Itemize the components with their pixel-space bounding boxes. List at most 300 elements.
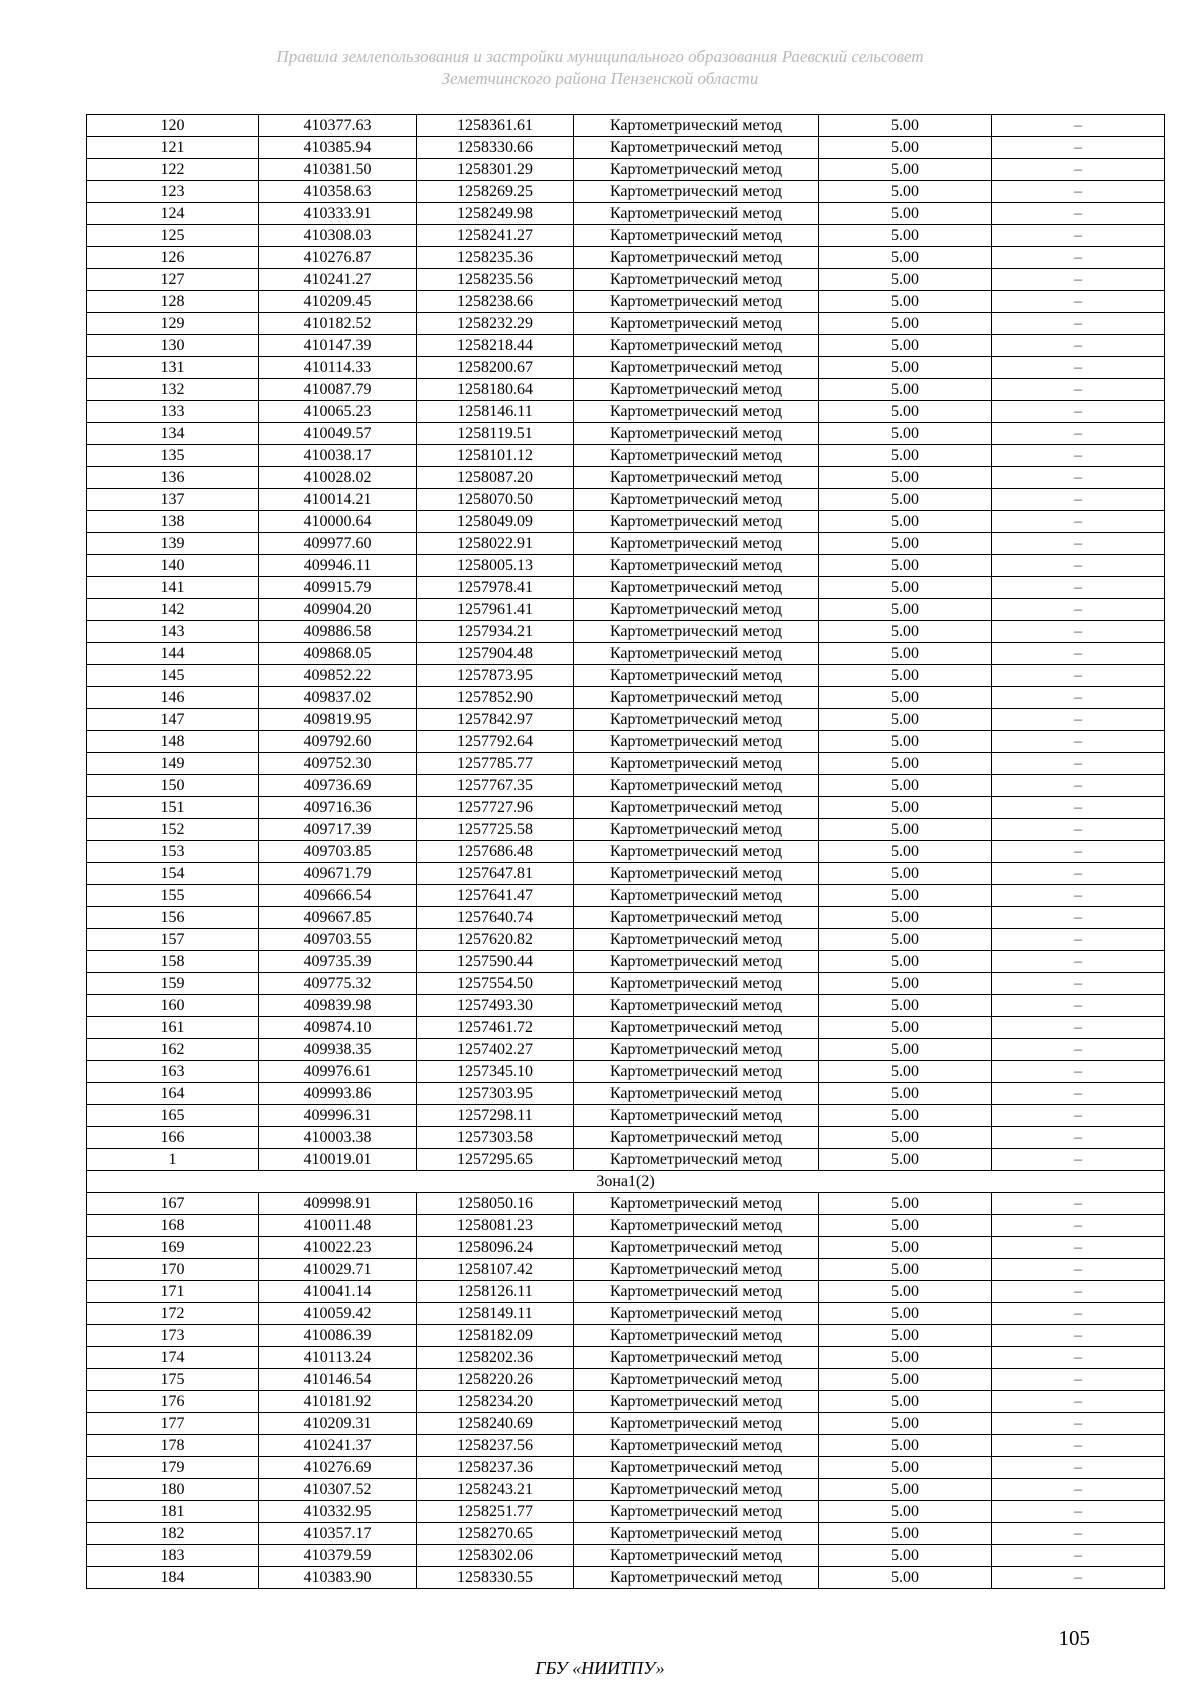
table-cell: 1258232.29 [417,313,574,335]
table-cell: Картометрический метод [574,1281,819,1303]
table-cell: – [992,291,1165,313]
table-cell: 5.00 [819,555,992,577]
table-cell: 5.00 [819,753,992,775]
table-row [87,115,1165,137]
table-cell: Картометрический метод [574,1347,819,1369]
table-cell: 5.00 [819,335,992,357]
table-cell: Картометрический метод [574,995,819,1017]
table-cell: 1258126.11 [417,1281,574,1303]
table-cell: 410381.50 [259,159,417,181]
table-cell: 173 [87,1325,259,1347]
table-cell: 5.00 [819,885,992,907]
table-row [87,621,1165,643]
table-cell: – [992,203,1165,225]
table-cell: – [992,687,1165,709]
table-cell: Картометрический метод [574,753,819,775]
table-cell: 409735.39 [259,951,417,973]
page-number: 105 [1058,1626,1090,1650]
table-cell: 410241.27 [259,269,417,291]
table-row [87,577,1165,599]
table-cell: 5.00 [819,423,992,445]
table-cell: 170 [87,1259,259,1281]
table-cell: 409852.22 [259,665,417,687]
table-cell: – [992,159,1165,181]
table-cell: 164 [87,1083,259,1105]
table-cell: 5.00 [819,1127,992,1149]
table-cell: 1258200.67 [417,357,574,379]
table-cell: 5.00 [819,1105,992,1127]
table-cell: 1258146.11 [417,401,574,423]
table-cell: Картометрический метод [574,1215,819,1237]
table-cell: 171 [87,1281,259,1303]
table-cell: 1258119.51 [417,423,574,445]
table-cell: Картометрический метод [574,1303,819,1325]
table-cell: 1257620.82 [417,929,574,951]
table-cell: Картометрический метод [574,1325,819,1347]
table-row [87,841,1165,863]
table-cell: Картометрический метод [574,489,819,511]
table-cell: – [992,1347,1165,1369]
table-cell: 1257345.10 [417,1061,574,1083]
table-cell: 409671.79 [259,863,417,885]
table-row [87,467,1165,489]
table-row [87,885,1165,907]
table-cell: 5.00 [819,1193,992,1215]
table-cell: 409998.91 [259,1193,417,1215]
table-cell: 409938.35 [259,1039,417,1061]
table-cell: 1258235.36 [417,247,574,269]
table-cell: 175 [87,1369,259,1391]
table-cell: 5.00 [819,115,992,137]
table-cell: – [992,1567,1165,1589]
table-cell: 1257590.44 [417,951,574,973]
table-cell: 128 [87,291,259,313]
table-row [87,1479,1165,1501]
table-cell: 138 [87,511,259,533]
table-cell: Картометрический метод [574,1391,819,1413]
table-cell: – [992,841,1165,863]
table-cell: 410332.95 [259,1501,417,1523]
table-cell: 182 [87,1523,259,1545]
table-cell: 410181.92 [259,1391,417,1413]
table-cell: Картометрический метод [574,1501,819,1523]
table-cell: Картометрический метод [574,1237,819,1259]
table-row [87,951,1165,973]
table-cell: 5.00 [819,1017,992,1039]
table-cell: 410358.63 [259,181,417,203]
table-cell: 5.00 [819,577,992,599]
table-cell: 1258107.42 [417,1259,574,1281]
table-row [87,1149,1165,1171]
table-cell: Картометрический метод [574,1523,819,1545]
table-cell: 145 [87,665,259,687]
table-cell: – [992,885,1165,907]
table-cell: Картометрический метод [574,159,819,181]
table-cell: 133 [87,401,259,423]
table-cell: Картометрический метод [574,1369,819,1391]
table-cell: Картометрический метод [574,115,819,137]
table-cell: – [992,1479,1165,1501]
table-cell: 174 [87,1347,259,1369]
table-cell: – [992,335,1165,357]
table-cell: 1258049.09 [417,511,574,533]
table-cell: – [992,1501,1165,1523]
table-cell: – [992,1523,1165,1545]
table-cell: 409716.36 [259,797,417,819]
table-cell: 131 [87,357,259,379]
table-row [87,1237,1165,1259]
table-cell: 1258251.77 [417,1501,574,1523]
table-cell: – [992,951,1165,973]
table-cell: – [992,973,1165,995]
table-cell: 5.00 [819,1457,992,1479]
table-cell: 5.00 [819,225,992,247]
table-cell: Картометрический метод [574,1017,819,1039]
table-cell: 1257978.41 [417,577,574,599]
page-header [0,46,1200,90]
table-cell: Картометрический метод [574,775,819,797]
table-row [87,929,1165,951]
table-cell: 1258237.56 [417,1435,574,1457]
table-cell: – [992,1303,1165,1325]
table-cell: – [992,1413,1165,1435]
table-cell: 410377.63 [259,115,417,137]
header-line-1: Правила землепользования и застройки муниципального образования Раевский сельсовет [276,47,924,66]
table-cell: 410307.52 [259,1479,417,1501]
table-cell: 5.00 [819,951,992,973]
table-row [87,1369,1165,1391]
table-cell: 5.00 [819,1215,992,1237]
table-row [87,1347,1165,1369]
table-cell: Картометрический метод [574,247,819,269]
table-cell: 410011.48 [259,1215,417,1237]
table-cell: Картометрический метод [574,357,819,379]
table-cell: 180 [87,1479,259,1501]
table-cell: 5.00 [819,1435,992,1457]
table-cell: 1257640.74 [417,907,574,929]
table-cell: 1258087.20 [417,467,574,489]
table-cell: 172 [87,1303,259,1325]
table-cell: 5.00 [819,1303,992,1325]
table-cell: 410065.23 [259,401,417,423]
table-row [87,1435,1165,1457]
table-cell: Картометрический метод [574,1105,819,1127]
table-cell: 410209.31 [259,1413,417,1435]
table-cell: – [992,577,1165,599]
table-row [87,533,1165,555]
table-cell: 410003.38 [259,1127,417,1149]
table-cell: 122 [87,159,259,181]
table-cell: 5.00 [819,929,992,951]
table-cell: 1257641.47 [417,885,574,907]
table-cell: 5.00 [819,665,992,687]
table-cell: 409915.79 [259,577,417,599]
table-cell: 1257904.48 [417,643,574,665]
table-cell: 5.00 [819,687,992,709]
table-cell: 167 [87,1193,259,1215]
table-cell: 152 [87,819,259,841]
table-cell: 409837.02 [259,687,417,709]
table-cell: – [992,709,1165,731]
table-cell: – [992,489,1165,511]
table-cell: – [992,423,1165,445]
table-cell: 1258269.25 [417,181,574,203]
table-cell: – [992,1193,1165,1215]
table-cell: 1257303.95 [417,1083,574,1105]
table-cell: 151 [87,797,259,819]
table-cell: 410308.03 [259,225,417,247]
table-cell: 1258182.09 [417,1325,574,1347]
table-cell: – [992,1391,1165,1413]
table-cell: 125 [87,225,259,247]
table-row [87,489,1165,511]
table-cell: 410276.87 [259,247,417,269]
table-row [87,1193,1165,1215]
table-cell: Картометрический метод [574,709,819,731]
table-cell: 1257725.58 [417,819,574,841]
table-cell: 5.00 [819,995,992,1017]
table-cell: 410114.33 [259,357,417,379]
table-cell: 157 [87,929,259,951]
table-cell: 1258330.55 [417,1567,574,1589]
table-cell: Картометрический метод [574,335,819,357]
table-row [87,423,1165,445]
table-cell: Картометрический метод [574,863,819,885]
table-row [87,1215,1165,1237]
table-cell: 410019.01 [259,1149,417,1171]
table-cell: – [992,995,1165,1017]
table-cell: 1258270.65 [417,1523,574,1545]
table-cell: 1258241.27 [417,225,574,247]
table-cell: Картометрический метод [574,1259,819,1281]
table-cell: 5.00 [819,247,992,269]
table-cell: 150 [87,775,259,797]
table-cell: 409996.31 [259,1105,417,1127]
table-cell: 5.00 [819,841,992,863]
table-cell: 5.00 [819,467,992,489]
table-cell: 1258237.36 [417,1457,574,1479]
table-cell: 5.00 [819,797,992,819]
table-cell: 1 [87,1149,259,1171]
table-cell: 5.00 [819,1149,992,1171]
table-cell: 1257686.48 [417,841,574,863]
table-row [87,1127,1165,1149]
table-cell: Картометрический метод [574,951,819,973]
table-cell: – [992,247,1165,269]
table-cell: 161 [87,1017,259,1039]
table-cell: 410028.02 [259,467,417,489]
table-cell: 5.00 [819,1039,992,1061]
table-row [87,1083,1165,1105]
table-cell: Картометрический метод [574,665,819,687]
table-cell: Картометрический метод [574,687,819,709]
table-cell: 1258234.20 [417,1391,574,1413]
table-cell: – [992,445,1165,467]
table-row [87,247,1165,269]
table-row [87,1061,1165,1083]
table-cell: – [992,1017,1165,1039]
table-cell: 5.00 [819,643,992,665]
table-cell: 5.00 [819,1281,992,1303]
table-cell: 5.00 [819,1545,992,1567]
table-cell: 5.00 [819,511,992,533]
table-cell: 127 [87,269,259,291]
table-cell: Картометрический метод [574,1413,819,1435]
table-cell: Картометрический метод [574,1149,819,1171]
table-cell: 5.00 [819,863,992,885]
table-cell: – [992,1325,1165,1347]
table-cell: – [992,1083,1165,1105]
table-cell: – [992,599,1165,621]
table-cell: 1258101.12 [417,445,574,467]
table-cell: 163 [87,1061,259,1083]
table-cell: – [992,401,1165,423]
table-cell: 129 [87,313,259,335]
table-cell: 5.00 [819,489,992,511]
table-cell: 5.00 [819,1237,992,1259]
table-cell: 410209.45 [259,291,417,313]
table-cell: 166 [87,1127,259,1149]
table-cell: – [992,907,1165,929]
table-cell: 1258218.44 [417,335,574,357]
table-cell: 1257785.77 [417,753,574,775]
table-cell: – [992,511,1165,533]
table-cell: – [992,313,1165,335]
table-cell: 5.00 [819,269,992,291]
table-cell: Картометрический метод [574,599,819,621]
table-cell: 156 [87,907,259,929]
table-row [87,445,1165,467]
table-row [87,401,1165,423]
table-cell: Картометрический метод [574,379,819,401]
table-cell: 1258050.16 [417,1193,574,1215]
table-cell: 5.00 [819,1413,992,1435]
table-cell: – [992,863,1165,885]
table-cell: – [992,1259,1165,1281]
table-cell: 410241.37 [259,1435,417,1457]
table-cell: Картометрический метод [574,445,819,467]
table-cell: 154 [87,863,259,885]
table-cell: 120 [87,115,259,137]
table-cell: – [992,181,1165,203]
table-cell: – [992,665,1165,687]
table-cell: 410383.90 [259,1567,417,1589]
table-cell: 410146.54 [259,1369,417,1391]
table-cell: 1258361.61 [417,115,574,137]
table-cell: 409839.98 [259,995,417,1017]
table-row [87,973,1165,995]
table-cell: 160 [87,995,259,1017]
table-cell: Картометрический метод [574,291,819,313]
table-cell: 1257402.27 [417,1039,574,1061]
table-row [87,1325,1165,1347]
table-cell: Картометрический метод [574,577,819,599]
table-cell: 1257303.58 [417,1127,574,1149]
table-cell: 410029.71 [259,1259,417,1281]
table-cell: 410014.21 [259,489,417,511]
table-cell: Картометрический метод [574,1193,819,1215]
table-cell: 410182.52 [259,313,417,335]
table-cell: 1258202.36 [417,1347,574,1369]
table-cell: 409752.30 [259,753,417,775]
table-cell: 409819.95 [259,709,417,731]
table-row [87,1259,1165,1281]
table-cell: 5.00 [819,445,992,467]
table-cell: 409667.85 [259,907,417,929]
table-cell: Картометрический метод [574,423,819,445]
table-cell: 410038.17 [259,445,417,467]
table-row [87,775,1165,797]
table-cell: 5.00 [819,357,992,379]
table-cell: 410041.14 [259,1281,417,1303]
table-row [87,379,1165,401]
table-cell: 177 [87,1413,259,1435]
table-cell: 5.00 [819,1369,992,1391]
table-cell: 165 [87,1105,259,1127]
table-cell: 5.00 [819,291,992,313]
table-cell: Картометрический метод [574,621,819,643]
table-cell: – [992,797,1165,819]
table-cell: 142 [87,599,259,621]
table-cell: 5.00 [819,181,992,203]
table-cell: – [992,115,1165,137]
table-cell: 5.00 [819,775,992,797]
table-cell: 139 [87,533,259,555]
table-cell: 132 [87,379,259,401]
table-cell: 1257961.41 [417,599,574,621]
table-cell: 5.00 [819,401,992,423]
table-row [87,819,1165,841]
table-cell: Картометрический метод [574,1567,819,1589]
table-cell: – [992,467,1165,489]
table-cell: 5.00 [819,973,992,995]
table-cell: – [992,819,1165,841]
table-cell: Картометрический метод [574,1039,819,1061]
table-cell: 184 [87,1567,259,1589]
table-cell: 5.00 [819,313,992,335]
table-row [87,995,1165,1017]
table-cell: Картометрический метод [574,1061,819,1083]
table-cell: 5.00 [819,709,992,731]
table-cell: 410049.57 [259,423,417,445]
table-cell: 143 [87,621,259,643]
table-cell: Картометрический метод [574,181,819,203]
table-cell: – [992,1435,1165,1457]
table-cell: 1258235.56 [417,269,574,291]
table-cell: 410022.23 [259,1237,417,1259]
table-cell: 5.00 [819,599,992,621]
table-cell: 5.00 [819,1567,992,1589]
table-cell: Картометрический метод [574,797,819,819]
table-cell: 409904.20 [259,599,417,621]
table-cell: 409703.85 [259,841,417,863]
table-cell: Картометрический метод [574,907,819,929]
table-cell: 1258238.66 [417,291,574,313]
table-row [87,1303,1165,1325]
table-cell: 1258243.21 [417,1479,574,1501]
table-cell: 409977.60 [259,533,417,555]
table-cell: 409993.86 [259,1083,417,1105]
table-cell: 5.00 [819,819,992,841]
table-cell: Картометрический метод [574,643,819,665]
table-row [87,907,1165,929]
table-cell: 1258180.64 [417,379,574,401]
table-cell: 1257647.81 [417,863,574,885]
table-cell: 159 [87,973,259,995]
table-cell: 409703.55 [259,929,417,951]
table-cell: 1258220.26 [417,1369,574,1391]
table-cell: – [992,1039,1165,1061]
